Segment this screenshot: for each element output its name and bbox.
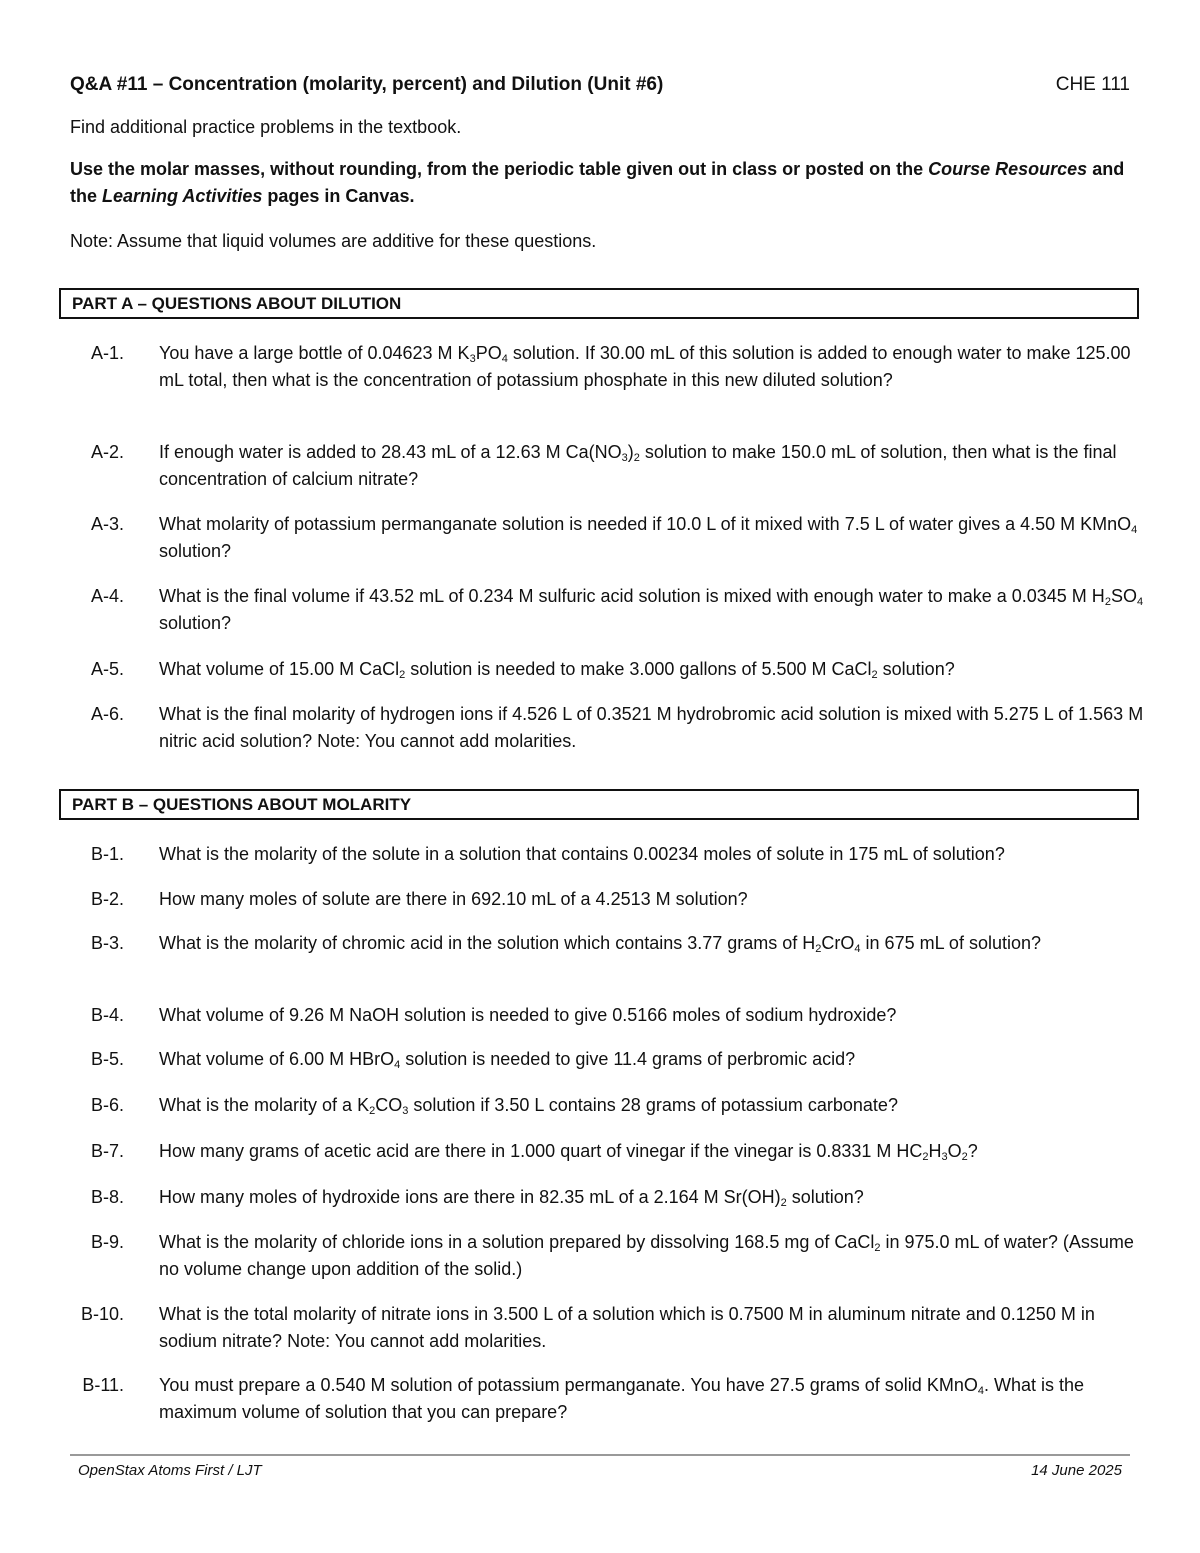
- question-text: How many moles of hydroxide ions are there in 82.35 mL of a 2.164 M $Sr(OH)_2$ solution?: [159, 1187, 864, 1209]
- question-number: B-11.: [82, 1375, 124, 1395]
- question-text: What is the molarity of chloride ions in a solution prepared by dissolving 168.5 mg of CaCl$_2$ in 975.0 mL of water? (Assume no volume change upon addition of the solid.): [159, 1232, 1134, 1279]
- question-number: B-10.: [80, 1304, 124, 1324]
- document-title: Q&A #11 – Concentration (molarity, percent) and Dilution (Unit #6): [70, 74, 664, 95]
- question-text: What is the molarity of chromic acid in the solution which contains 3.77 grams of $H_2CrO_4$ in 675 mL of solution?: [159, 933, 1041, 955]
- question-number: A-4.: [90, 586, 124, 606]
- question-text: You must prepare a 0.540 M solution of potassium permanganate. You have 27.5 grams of solid KMnO$_4$. What is the maximum volume of solution that you can prepare?: [159, 1375, 1085, 1422]
- question-number: B-2.: [90, 889, 124, 909]
- question-number: A-6.: [90, 704, 124, 724]
- question-number: B-1.: [90, 844, 124, 864]
- footer-source: OpenStax Atoms First / LJT: [78, 1462, 262, 1479]
- intro-practice-note: Find additional practice problems in the textbook.: [70, 117, 462, 137]
- question-number: B-5.: [90, 1049, 124, 1069]
- question-text: How many moles of solute are there in 692.10 mL of a 4.2513 M solution?: [159, 889, 748, 909]
- question-text: What volume of 15.00 M CaCl$_2$ solution is needed to make 3.000 gallons of 5.500 M CaCl$_2$ solution?: [159, 659, 955, 681]
- question-text: What is the total molarity of nitrate ions in 3.500 L of a solution which is 0.7500 M in aluminum nitrate and 0.1250 M in sodium nitrate? Note: You cannot add molarities.: [159, 1304, 1095, 1351]
- footer-divider: [70, 1454, 1130, 1456]
- question-number: B-3.: [90, 933, 124, 953]
- question-number: B-9.: [90, 1232, 124, 1252]
- question-number: A-1.: [90, 343, 124, 363]
- question-number: B-6.: [90, 1095, 124, 1115]
- question-number: B-8.: [90, 1187, 124, 1207]
- document-footer: [78, 1462, 1122, 1479]
- question-text: If enough water is added to 28.43 mL of a 12.63 M $Ca(NO_3)_2$ solution to make 150.0 mL of solution, then what is the final concentration of calcium nitrate?: [159, 442, 1117, 489]
- part-b-heading: PART B – QUESTIONS ABOUT MOLARITY: [59, 789, 1139, 820]
- intro-volume-note: Note: Assume that liquid volumes are additive for these questions.: [70, 231, 597, 251]
- question-number: A-3.: [90, 514, 124, 534]
- question-text: What molarity of potassium permanganate solution is needed if 10.0 L of it mixed with 7.5 L of water gives a 4.50 M KMnO$_4$ solution?: [159, 514, 1138, 561]
- question-number: A-2.: [90, 442, 124, 462]
- question-text: What is the molarity of the solute in a solution that contains 0.00234 moles of solute in 175 mL of solution?: [159, 844, 1005, 864]
- course-code: CHE 111: [1055, 74, 1130, 95]
- question-number: B-4.: [90, 1005, 124, 1025]
- question-text: You have a large bottle of 0.04623 M $K_3PO_4$ solution. If 30.00 mL of this solution is added to enough water to make 125.00 mL total, then what is the concentration of potassium phosphate in this new diluted solution?: [159, 343, 1131, 390]
- question-text: What is the final volume if 43.52 mL of 0.234 M sulfuric acid solution is mixed with enough water to make a 0.0345 M $H_2SO_4$ solution?: [159, 586, 1144, 633]
- question-number: B-7.: [90, 1141, 124, 1161]
- intro-molar-mass-note: Use the molar masses, without rounding, from the periodic table given out in class or posted on the Course Resources and the Learning Activities pages in Canvas.: [70, 159, 1125, 206]
- question-text: What volume of 6.00 M HBrO$_4$ solution is needed to give 11.4 grams of perbromic acid?: [159, 1049, 856, 1071]
- question-text: What is the final molarity of hydrogen ions if 4.526 L of 0.3521 M hydrobromic acid solution is mixed with 5.275 L of 1.563 M nitric acid solution? Note: You cannot add molarities.: [159, 704, 1144, 751]
- question-number: A-5.: [90, 659, 124, 679]
- footer-date: 14 June 2025: [1031, 1462, 1122, 1479]
- question-text: What volume of 9.26 M NaOH solution is needed to give 0.5166 moles of sodium hydroxide?: [159, 1005, 897, 1025]
- question-text: How many grams of acetic acid are there in 1.000 quart of vinegar if the vinegar is 0.8331 M $HC_2H_3O_2$?: [159, 1141, 978, 1163]
- document-header: [70, 74, 1130, 100]
- part-a-heading: PART A – QUESTIONS ABOUT DILUTION: [59, 288, 1139, 319]
- question-text: What is the molarity of a $K_2CO_3$ solution if 3.50 L contains 28 grams of potassium carbonate?: [159, 1095, 898, 1117]
